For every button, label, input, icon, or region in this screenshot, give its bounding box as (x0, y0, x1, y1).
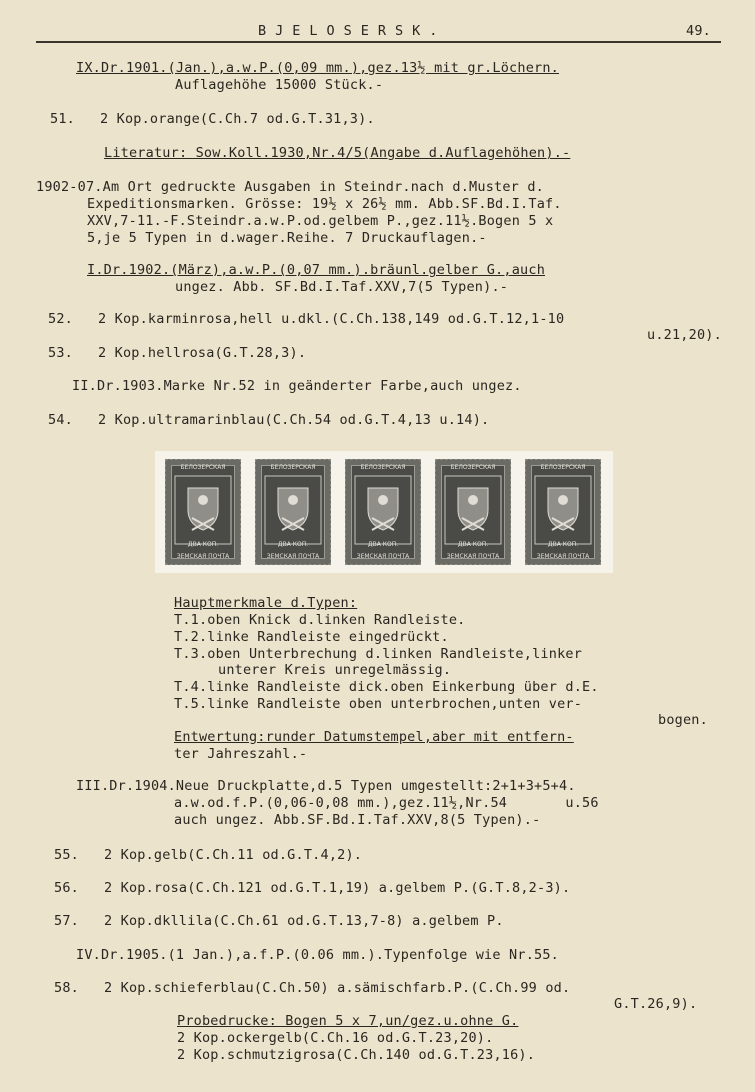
proof-print-entry: 2 Kop.schmutzigrosa(C.Ch.140 od.G.T.23,16). (177, 1047, 536, 1063)
text-line: XXV,7-11.-F.Steindr.a.w.P.od.gelbem P.,gez.11½.Bogen 5 x (87, 213, 554, 229)
type-feature: T.5.linke Randleiste oben unterbrochen,unten ver- (174, 696, 583, 712)
catalog-entry: 57. 2 Kop.dkllila(C.Ch.61 od.G.T.13,7-8) a.gelbem P. (54, 913, 504, 929)
stamp-strip-image (155, 451, 613, 573)
stamp-value-text: ДВА КОП. (187, 541, 219, 548)
stamp-value-text: ДВА КОП. (547, 541, 579, 548)
text-line: G.T.26,9). (614, 996, 698, 1012)
text-line: ter Jahreszahl.- (174, 746, 308, 762)
stamp-top-text: БЕЛОЗЕРСКАЯ (270, 464, 316, 471)
issue-heading: I.Dr.1902.(März),a.w.P.(0,07 mm.).bräunl.gelber G.,auch (87, 262, 546, 278)
text-line: auch ungez. Abb.SF.Bd.I.Taf.XXV,8(5 Typen).- (174, 812, 541, 828)
issue-heading: IV.Dr.1905.(1 Jan.),a.f.P.(0.06 mm.).Typenfolge wie Nr.55. (76, 947, 560, 963)
page-header-title: BJELOSERSK. (258, 23, 447, 39)
catalog-entry: 58. 2 Kop.schieferblau(C.Ch.50) a.sämischfarb.P.(C.Ch.99 od. (54, 980, 571, 996)
stamp-value-text: ДВА КОП. (277, 541, 309, 548)
text-line: Expeditionsmarken. Grösse: 19½ x 26½ mm. Abb.SF.Bd.I.Taf. (87, 196, 562, 212)
issue-heading (76, 60, 559, 76)
literature-line: Literatur: Sow.Koll.1930,Nr.4/5(Angabe d.Auflagehöhen).- (104, 145, 571, 161)
proof-prints-heading: Probedrucke: Bogen 5 x 7,un/gez.u.ohne G. (177, 1013, 519, 1029)
issue-label: IX.Dr.1901.(Jan.),a.w.P.(0,09 mm.),gez.13½ mit gr.Löchern. (76, 60, 560, 76)
coat-of-arms-icon (172, 474, 234, 546)
stamp-bottom-text: ЗЕМСКАЯ ПОЧТА (446, 553, 500, 560)
stamp-type-2 (255, 459, 331, 565)
stamp-bottom-text: ЗЕМСКАЯ ПОЧТА (266, 553, 320, 560)
stamp-top-text: БЕЛОЗЕРСКАЯ (540, 464, 586, 471)
catalog-entry: 52. 2 Kop.karminrosa,hell u.dkl.(C.Ch.138,149 od.G.T.12,1-10 (48, 311, 565, 327)
issue-heading: III.Dr.1904.Neue Druckplatte,d.5 Typen umgestellt:2+1+3+5+4. (76, 778, 576, 794)
text-line: 5,je 5 Typen in d.wager.Reihe. 7 Druckauflagen.- (87, 230, 487, 246)
stamp-type-3 (345, 459, 421, 565)
section-heading: 1902-07.Am Ort gedruckte Ausgaben in Steindr.nach d.Muster d. (36, 179, 544, 195)
stamp-type-4 (435, 459, 511, 565)
stamp-top-text: БЕЛОЗЕРСКАЯ (360, 464, 406, 471)
type-feature: T.3.oben Unterbrechung d.linken Randleiste,linker (174, 646, 583, 662)
text-line: Auflagehöhe 15000 Stück.- (175, 77, 384, 93)
page-number: 49. (686, 23, 711, 39)
header-rule (36, 41, 721, 43)
type-features-heading: Hauptmerkmale d.Typen: (174, 595, 358, 611)
catalog-entry: 55. 2 Kop.gelb(C.Ch.11 od.G.T.4,2). (54, 847, 363, 863)
catalog-entry: 56. 2 Kop.rosa(C.Ch.121 od.G.T.1,19) a.gelbem P.(G.T.8,2-3). (54, 880, 571, 896)
text-line: unterer Kreis unregelmässig. (218, 662, 452, 678)
stamp-top-text: БЕЛОЗЕРСКАЯ (450, 464, 496, 471)
proof-print-entry: 2 Kop.ockergelb(C.Ch.16 od.G.T.23,20). (177, 1030, 494, 1046)
stamp-bottom-text: ЗЕМСКАЯ ПОЧТА (176, 553, 230, 560)
stamp-bottom-text: ЗЕМСКАЯ ПОЧТА (356, 553, 410, 560)
stamp-top-text: БЕЛОЗЕРСКАЯ (180, 464, 226, 471)
coat-of-arms-icon (442, 474, 504, 546)
coat-of-arms-icon (532, 474, 594, 546)
coat-of-arms-icon (262, 474, 324, 546)
issue-heading: II.Dr.1903.Marke Nr.52 in geänderter Farbe,auch ungez. (72, 378, 522, 394)
text-line: bogen. (658, 712, 708, 728)
stamp-type-1 (165, 459, 241, 565)
stamp-type-5 (525, 459, 601, 565)
type-feature: T.1.oben Knick d.linken Randleiste. (174, 612, 466, 628)
text-line: a.w.od.f.P.(0,06-0,08 mm.),gez.11½,Nr.54 u.56 (174, 795, 599, 811)
text-line: u.21,20). (647, 327, 722, 343)
catalog-entry: 54. 2 Kop.ultramarinblau(C.Ch.54 od.G.T.4,13 u.14). (48, 412, 490, 428)
coat-of-arms-icon (352, 474, 414, 546)
catalog-entry: 51. 2 Kop.orange(C.Ch.7 od.G.T.31,3). (50, 111, 375, 127)
stamp-value-text: ДВА КОП. (367, 541, 399, 548)
cancellation-note: Entwertung:runder Datumstempel,aber mit entfern- (174, 729, 574, 745)
catalog-entry: 53. 2 Kop.hellrosa(G.T.28,3). (48, 345, 307, 361)
stamp-bottom-text: ЗЕМСКАЯ ПОЧТА (536, 553, 590, 560)
type-feature: T.4.linke Randleiste dick.oben Einkerbung über d.E. (174, 679, 599, 695)
type-feature: T.2.linke Randleiste eingedrückt. (174, 629, 449, 645)
text-line: ungez. Abb. SF.Bd.I.Taf.XXV,7(5 Typen).- (175, 279, 509, 295)
stamp-value-text: ДВА КОП. (457, 541, 489, 548)
